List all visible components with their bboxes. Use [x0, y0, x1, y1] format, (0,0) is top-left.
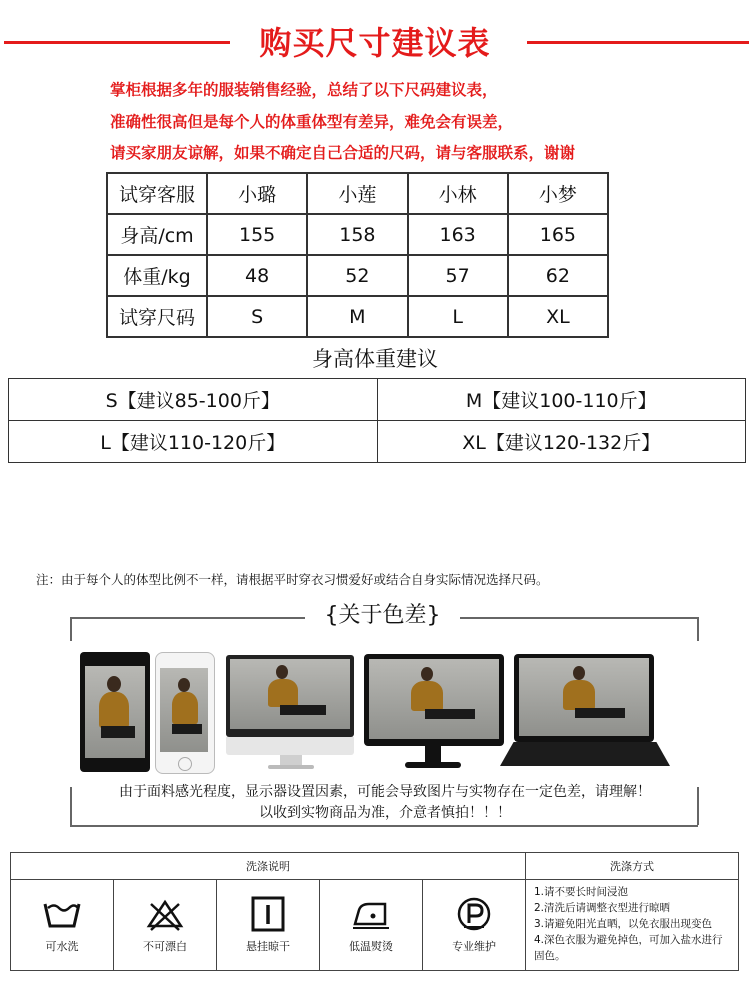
icon-label: 悬挂晾干 — [246, 940, 290, 953]
intro-line-2: 准确性很高但是每个人的体重体型有差异，难免会有误差， — [110, 113, 514, 131]
icon-label: 不可漂白 — [143, 940, 187, 953]
table-cell: 试穿客服 — [107, 173, 207, 214]
wash-icon-cell — [423, 880, 526, 971]
table-cell: 155 — [207, 214, 307, 255]
frame-line — [460, 617, 698, 619]
table-cell: L — [408, 296, 508, 337]
color-diff-line-1: 由于面料感光程度，显示器设置因素，可能会导致图片与实物存在一定色差，请理解！ — [119, 784, 651, 800]
wash-table — [10, 852, 739, 971]
recommend-table — [8, 378, 746, 463]
table-cell: 57 — [408, 255, 508, 296]
wash-methods — [526, 880, 739, 971]
table-cell: XL【建议120-132斤】 — [377, 421, 746, 463]
table-cell: 小梦 — [508, 173, 608, 214]
wash-icon-cell — [114, 880, 217, 971]
table-cell: S — [207, 296, 307, 337]
table-cell: 小林 — [408, 173, 508, 214]
method-item: 1.请不要长时间浸泡 — [534, 886, 629, 898]
method-item: 2.清洗后请调整衣型进行晾晒 — [534, 902, 671, 914]
table-cell: 小璐 — [207, 173, 307, 214]
table-cell: 52 — [307, 255, 407, 296]
table-row — [9, 421, 746, 463]
frame-line — [70, 617, 305, 619]
table-cell: XL — [508, 296, 608, 337]
wash-icon-cell — [11, 880, 114, 971]
table-cell: M — [307, 296, 407, 337]
table-row — [11, 853, 739, 880]
low-iron-icon — [351, 896, 391, 932]
washable-icon — [42, 896, 82, 932]
try-on-table — [106, 172, 609, 338]
table-cell: 165 — [508, 214, 608, 255]
frame-line — [70, 617, 72, 641]
table-cell: 试穿尺码 — [107, 296, 207, 337]
intro-line-3: 请买家朋友谅解，如果不确定自己合适的尺码，请与客服联系，谢谢 — [110, 144, 576, 162]
wash-icon-cell — [217, 880, 320, 971]
no-bleach-icon — [145, 896, 185, 932]
color-diff-line-2: 以收到实物商品为准，介意者慎拍！！！ — [259, 805, 511, 821]
method-item: 4.深色衣服为避免掉色，可加入盐水进行固色。 — [534, 934, 723, 962]
table-cell: 48 — [207, 255, 307, 296]
table-row — [9, 379, 746, 421]
color-diff-title: {关于色差} — [324, 603, 441, 628]
intro-line-1: 掌柜根据多年的服装销售经验，总结了以下尺码建议表， — [110, 81, 498, 99]
table-row — [11, 880, 739, 971]
table-cell: S【建议85-100斤】 — [9, 379, 378, 421]
table-cell: 体重/kg — [107, 255, 207, 296]
recommend-title: 身高体重建议 — [312, 347, 438, 371]
icon-label: 专业维护 — [452, 940, 496, 953]
wash-icon-cell — [320, 880, 423, 971]
icon-label: 低温熨烫 — [349, 940, 393, 953]
table-cell: 小莲 — [307, 173, 407, 214]
table-row — [107, 296, 608, 337]
size-note: 注：由于每个人的体型比例不一样，请根据平时穿衣习惯爱好或结合自身实际情况选择尺码。 — [36, 572, 549, 587]
table-row — [107, 173, 608, 214]
table-row — [107, 255, 608, 296]
table-cell: L【建议110-120斤】 — [9, 421, 378, 463]
table-cell: 62 — [508, 255, 608, 296]
table-row — [107, 214, 608, 255]
table-cell: M【建议100-110斤】 — [377, 379, 746, 421]
professional-care-icon — [454, 896, 494, 932]
wash-left-header: 洗涤说明 — [11, 853, 526, 880]
table-cell: 158 — [307, 214, 407, 255]
wash-right-header: 洗涤方式 — [526, 853, 739, 880]
frame-line — [697, 617, 699, 641]
table-cell: 163 — [408, 214, 508, 255]
method-item: 3.请避免阳光直晒，以免衣服出现变色 — [534, 918, 713, 930]
frame-line — [70, 825, 698, 827]
hang-dry-icon — [248, 896, 288, 932]
icon-label: 可水洗 — [45, 940, 79, 953]
table-cell: 身高/cm — [107, 214, 207, 255]
page-title: 购买尺寸建议表 — [259, 24, 491, 62]
